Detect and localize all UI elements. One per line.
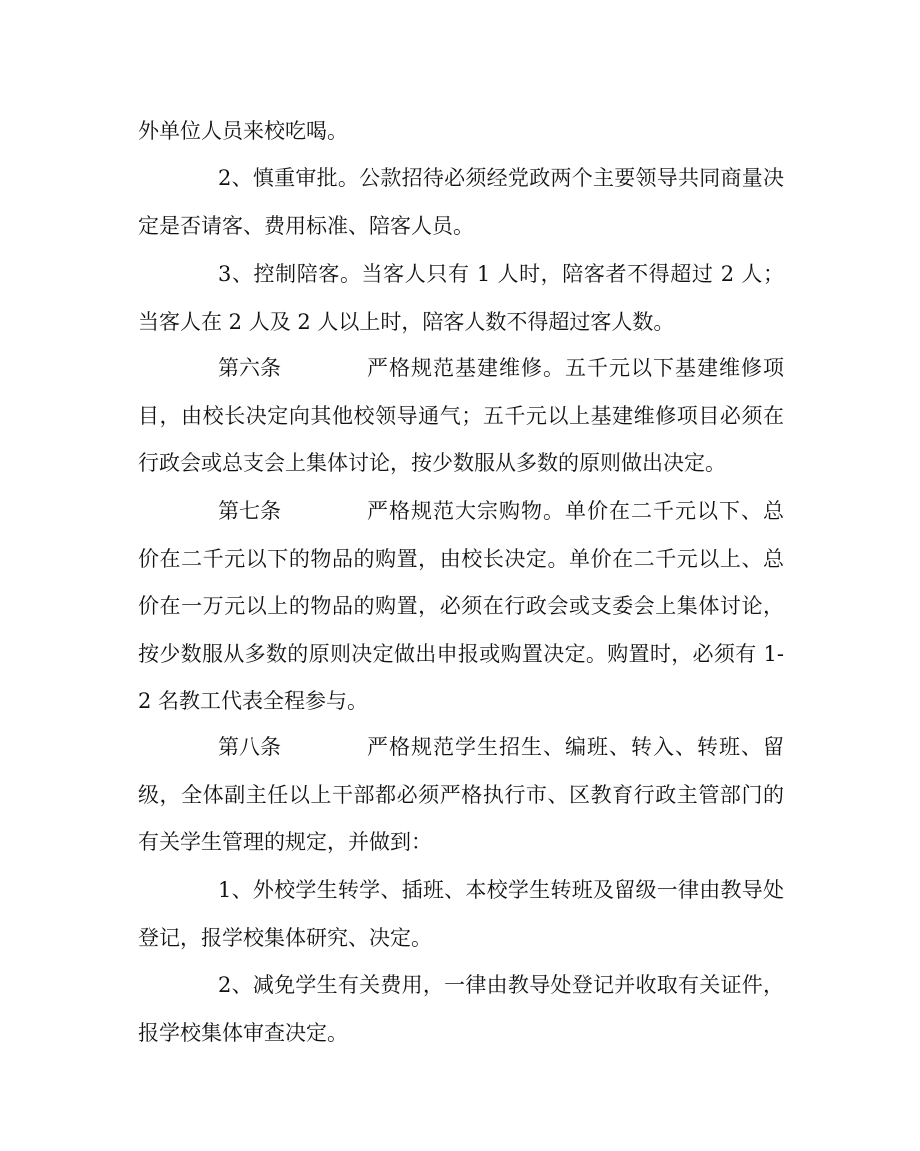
article-eight-label: 第八条 (218, 735, 281, 759)
paragraph-item-3: 3、控制陪客。当客人只有 1 人时，陪客者不得超过 2 人；当客人在 2 人及 2 人以上时，陪客人数不得超过客人数。 (138, 262, 784, 334)
article-seven-text: 严格规范大宗购物。单价在二千元以下、总价在二千元以下的物品的购置，由校长决定。单价在二千元以上、总价在一万元以上的物品的购置，必须在行政会或支委会上集体讨论，按少数服从多数的原则决定做出申报或购置决定。购置时，必须有 1-2 名教工代表全程参与。 (138, 499, 784, 713)
article-eight-text: 严格规范学生招生、编班、转入、转班、留级，全体副主任以上干部都必须严格执行市、区教育行政主管部门的有关学生管理的规定，并做到： (138, 735, 784, 854)
paragraph-continuation: 外单位人员来校吃喝。 (138, 119, 348, 143)
article-seven (138, 488, 784, 726)
paragraph-item-1b: 1、外校学生转学、插班、本校学生转班及留级一律由教导处登记，报学校集体研究、决定。 (138, 878, 784, 950)
paragraph-item-2: 2、慎重审批。公款招待必须经党政两个主要领导共同商量决定是否请客、费用标准、陪客人员。 (138, 166, 784, 238)
article-six (138, 345, 784, 488)
article-seven-label: 第七条 (218, 499, 281, 523)
article-six-text: 严格规范基建维修。五千元以下基建维修项目，由校长决定向其他校领导通气；五千元以上基建维修项目必须在行政会或总支会上集体讨论，按少数服从多数的原则做出决定。 (138, 356, 784, 475)
article-six-label: 第六条 (218, 356, 281, 380)
paragraph-item-2b: 2、减免学生有关费用，一律由教导处登记并收取有关证件，报学校集体审查决定。 (138, 973, 784, 1045)
article-eight (138, 724, 784, 867)
